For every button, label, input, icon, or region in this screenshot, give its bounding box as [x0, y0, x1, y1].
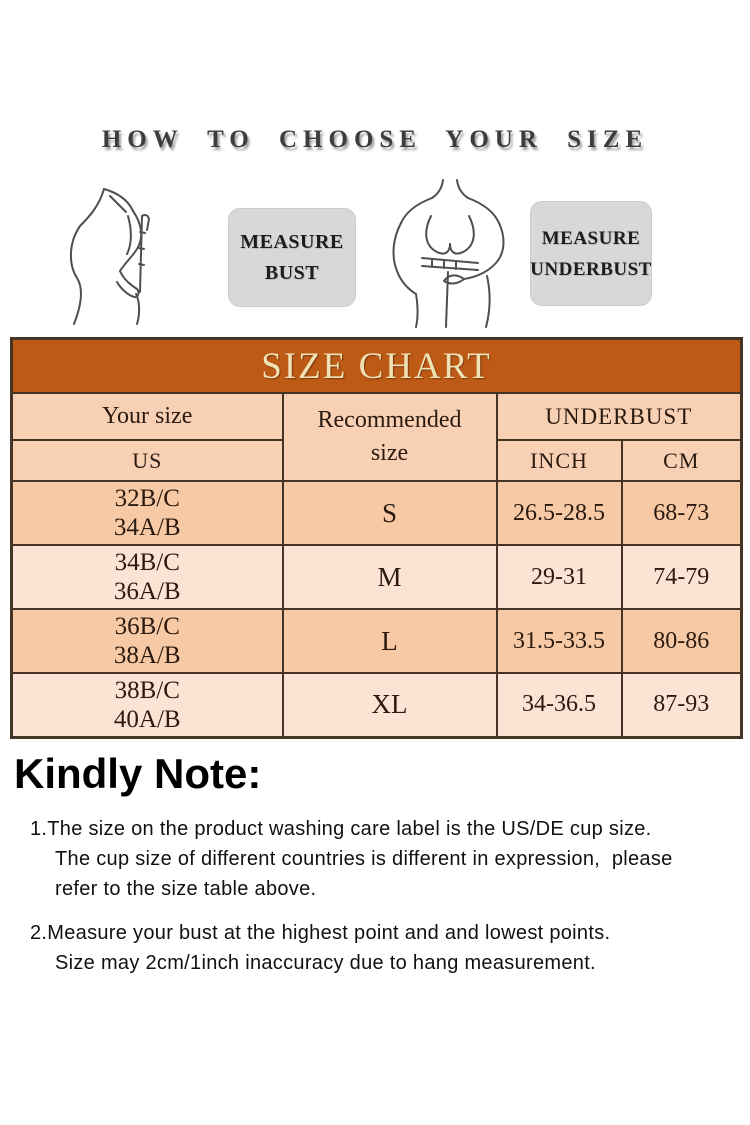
header-underbust: UNDERBUST	[497, 393, 742, 440]
note-2-line-1: 2.Measure your bust at the highest point and and lowest points.	[30, 922, 611, 944]
note-2-line-2: Size may 2cm/1inch inaccuracy due to hang measurement.	[55, 952, 596, 974]
us-size-cell	[12, 545, 283, 609]
note-1-line-1: 1.The size on the product washing care label is the US/DE cup size.	[30, 818, 652, 840]
us-size-cell	[12, 609, 283, 673]
header-recommended-size	[283, 393, 497, 481]
us-size-line1: 34B/C	[114, 549, 180, 576]
kindly-note-heading: Kindly Note:	[14, 750, 262, 797]
size-chart-title: SIZE CHART	[12, 339, 742, 394]
underbust-cm-cell: 68-73	[622, 481, 742, 545]
recommended-size-cell: XL	[283, 673, 497, 737]
header-recommended-line1: Recommended	[317, 407, 462, 433]
size-chart-title-row	[12, 339, 742, 394]
size-row-xl	[12, 673, 742, 737]
underbust-cm-cell: 74-79	[622, 545, 742, 609]
us-size-line2: 38A/B	[113, 642, 181, 669]
measure-underbust-label-line1: MEASURE	[541, 227, 641, 249]
size-row-s	[12, 481, 742, 545]
notes-list	[0, 814, 750, 978]
measure-bust-label-line2: BUST	[264, 261, 320, 284]
note-1-line-2: The cup size of different countries is different in expression, please	[55, 848, 673, 870]
us-size-cell	[12, 673, 283, 737]
header-us: US	[12, 440, 283, 481]
us-size-line2: 40A/B	[113, 705, 181, 733]
note-1-line-3: refer to the size table above.	[55, 878, 317, 900]
measure-underbust-label-line2: UNDERBUST	[530, 258, 652, 280]
header-inch: INCH	[497, 440, 622, 481]
measure-underbust-illustration	[388, 178, 510, 328]
underbust-inch-cell: 31.5-33.5	[497, 609, 622, 673]
underbust-inch-cell: 26.5-28.5	[497, 481, 622, 545]
size-row-l	[12, 609, 742, 673]
header-row-1	[12, 393, 742, 440]
recommended-size-cell: L	[283, 609, 497, 673]
us-size-line2: 36A/B	[113, 578, 181, 605]
header-your-size: Your size	[12, 393, 283, 440]
measure-bust-label-line1: MEASURE	[240, 230, 344, 253]
measure-bust-label	[228, 208, 356, 307]
header-recommended-line2: size	[370, 440, 409, 466]
measure-bust-illustration	[66, 186, 182, 326]
measure-underbust-label	[530, 201, 652, 306]
us-size-line2: 34A/B	[113, 514, 181, 541]
us-size-line1: 36B/C	[114, 613, 180, 640]
woman-measuring-bust-icon	[66, 186, 182, 326]
recommended-size-cell: S	[283, 481, 497, 545]
recommended-size-cell: M	[283, 545, 497, 609]
underbust-cm-cell: 87-93	[622, 673, 742, 737]
underbust-cm-cell: 80-86	[622, 609, 742, 673]
underbust-inch-cell: 29-31	[497, 545, 622, 609]
page-title: HOW TO CHOOSE YOUR SIZE	[101, 126, 649, 153]
size-chart-table	[10, 337, 743, 739]
woman-measuring-underbust-icon	[388, 178, 510, 328]
us-size-line1: 38B/C	[114, 676, 180, 704]
note-spacer	[0, 904, 750, 918]
underbust-inch-cell: 34-36.5	[497, 673, 622, 737]
size-row-m	[12, 545, 742, 609]
us-size-cell	[12, 481, 283, 545]
header-cm: CM	[622, 440, 742, 481]
us-size-line1: 32B/C	[114, 485, 180, 512]
